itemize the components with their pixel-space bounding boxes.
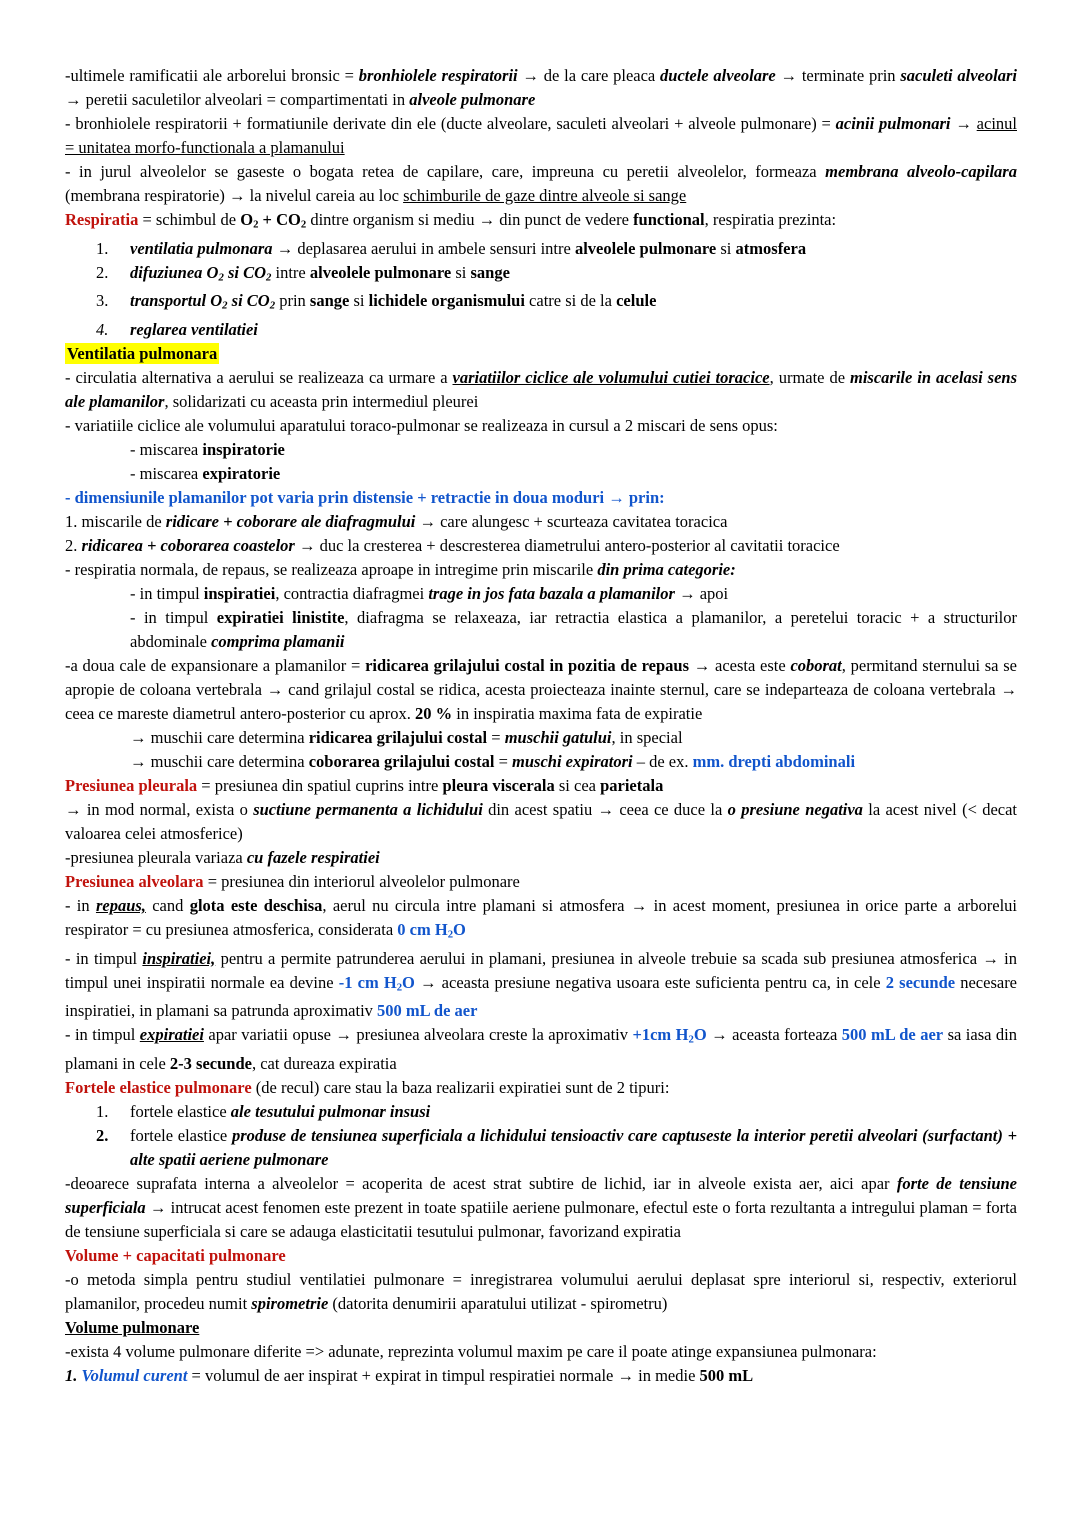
text-segment: (datorita denumirii aparatului utilizat - spirometru): [328, 1294, 668, 1314]
text-segment: O: [693, 1025, 707, 1045]
text-segment: transportul O: [130, 291, 223, 311]
paragraph: [130, 606, 1017, 654]
text-segment: (de recul) care stau la baza realizarii expiratiei sunt de 2 tipuri:: [251, 1078, 670, 1098]
text-segment: alveolele pulmonare: [309, 262, 452, 282]
paragraph: [130, 726, 1017, 750]
text-segment: si CO: [223, 262, 267, 282]
text-segment: - circulatia alternativa a aerului se realizeaza ca urmare a: [65, 368, 453, 388]
text-segment: suctiune permanenta a lichidului: [253, 800, 483, 820]
text-segment: - in jurul alveolelor se gaseste o bogata retea de capilare, care, impreuna cu peretii alveolelor, formeaza: [65, 162, 826, 181]
text-segment: Presiunea alveolara: [65, 872, 204, 892]
text-segment: si cea: [554, 776, 601, 796]
text-segment: → terminate prin: [775, 66, 901, 85]
paragraph: [96, 1100, 1017, 1124]
text-segment: functional: [633, 210, 705, 229]
text-segment: 0 cm H: [397, 920, 448, 940]
paragraph: [96, 237, 1017, 261]
text-segment: ridicarea grilajului costal: [308, 728, 488, 748]
text-segment: - miscarea: [130, 464, 203, 484]
text-segment: → muschii care determina: [130, 728, 309, 748]
text-segment: fortele elastice: [130, 1102, 231, 1122]
text-segment: 2: [396, 981, 403, 994]
text-segment: saculeti alveolari: [900, 66, 1017, 85]
text-segment: - miscarea: [130, 440, 203, 460]
text-segment: = schimbul de: [138, 210, 241, 229]
text-segment: sange: [470, 262, 510, 282]
text-segment: - respiratia normala, de repaus, se realizeaza aproape in intregime prin miscarile: [65, 560, 598, 580]
paragraph: [65, 1076, 1017, 1100]
paragraph: [65, 414, 1017, 438]
text-segment: 2: [266, 271, 272, 284]
text-segment: difuziunea O: [130, 262, 219, 282]
text-segment: 2: [300, 218, 307, 231]
text-segment: → duc la cresterea + descresterea diametrului antero-posterior al cavitatii toracice: [294, 536, 840, 556]
text-segment: din prima categorie:: [597, 560, 736, 580]
text-segment: → aceasta forteaza: [706, 1025, 842, 1045]
text-segment: - in timpul: [130, 584, 204, 604]
text-segment: apar variatii opuse → presiunea alveolara creste la aproximativ: [203, 1025, 633, 1045]
text-segment: coborat: [790, 656, 842, 676]
paragraph: [65, 947, 1017, 1024]
text-segment: Volume pulmonare: [65, 1318, 200, 1338]
text-segment: , permitand sternului sa se apropie de coloana vertebrala → cand grilajul costal se ridica, acesta proiecteaza inainte sternul, care se indeparteaza de coloana vertebrala → ceea ce mareste diametrul antero-posterior cu aprox.: [65, 656, 1017, 724]
text-segment: inspiratiei,: [142, 948, 216, 968]
text-segment: →: [950, 114, 977, 133]
text-segment: 2.: [65, 536, 82, 556]
text-segment: , solidarizati cu aceasta prin intermediul pleurei: [164, 392, 479, 412]
text-segment: - dimensiunile plamanilor pot varia prin distensie + retractie in doua moduri → prin:: [65, 488, 665, 508]
paragraph: [130, 750, 1017, 774]
text-segment: Respiratia: [65, 210, 139, 229]
paragraph: [65, 1023, 1017, 1076]
text-segment: 20 %: [415, 704, 453, 724]
text-segment: 2.: [96, 262, 109, 282]
text-segment: 1.: [96, 238, 109, 258]
text-segment: glota este deschisa: [189, 896, 323, 916]
text-segment: , diafragma se relaxeaza, iar retractia elastica a plamanilor, a peretelui toracic + a structurilor abdominale: [130, 608, 1017, 652]
text-segment: 2: [253, 218, 259, 231]
text-segment: variatiilor ciclice ale volumului cutiei toracice: [452, 368, 770, 388]
text-segment: = volumul de aer inspirat + expirat in timpul respiratiei normale → in medie: [187, 1366, 700, 1386]
text-segment: (membrana respiratorie) → la nivelul careia au loc: [65, 186, 404, 205]
text-segment: 1.: [65, 1366, 82, 1386]
text-segment: 1.: [96, 1102, 109, 1122]
text-segment: -o metoda simpla pentru studiul ventilatiei pulmonare = inregistrarea volumului aerului deplasat spre interiorul si, respectiv, exteriorul plamanilor, procedeu numit: [65, 1270, 1017, 1314]
text-segment: Volumul curent: [81, 1366, 188, 1386]
text-segment: necesare inspiratiei, in plamani sa patrunda aproximativ: [65, 972, 1018, 1021]
text-segment: - in: [65, 896, 96, 916]
text-segment: → aceasta presiune negativa usoara este suficienta pentru ca, in cele: [414, 972, 886, 992]
text-segment: = presiunea din spatiul cuprins intre: [197, 776, 443, 796]
text-segment: 2: [222, 300, 228, 313]
text-segment: 2: [688, 1034, 694, 1047]
text-segment: repaus,: [95, 896, 146, 916]
text-segment: 1. miscarile de: [65, 512, 166, 532]
paragraph: [65, 798, 1017, 846]
text-segment: sa iasa din plamani in cele: [65, 1025, 1017, 1074]
text-segment: prin: [275, 291, 310, 311]
text-segment: Ventilatia pulmonara: [67, 344, 218, 364]
text-segment: membrana alveolo-capilara: [825, 162, 1017, 181]
text-segment: trage in jos fata bazala a plamanilor: [428, 584, 675, 604]
text-segment: 3.: [96, 291, 109, 311]
text-segment: schimburile de gaze dintre alveole si sange: [403, 186, 687, 205]
text-segment: → apoi: [674, 584, 729, 604]
text-segment: muschi expiratori: [512, 752, 633, 772]
document-body: [65, 64, 1017, 1388]
text-segment: -ultimele ramificatii ale arborelui bronsic =: [65, 66, 359, 85]
text-segment: parietala: [600, 776, 664, 796]
text-segment: forte de tensiune superficiala: [65, 1174, 1017, 1218]
text-segment: 500 mL de aer: [841, 1025, 944, 1045]
text-segment: , urmate de: [769, 368, 850, 388]
text-segment: bronhiolele respiratorii: [358, 66, 518, 85]
paragraph: [65, 208, 1017, 237]
text-segment: , aerul nu circula intre plamani si atmosfera → in acest moment, presiunea in orice parte a arborelui respirator = cu presiunea atmosferica, considerata: [65, 896, 1017, 940]
text-segment: - in timpul: [65, 1025, 140, 1045]
paragraph: [65, 1364, 1017, 1388]
text-segment: → muschii care determina: [130, 752, 309, 772]
text-segment: si CO: [227, 291, 270, 311]
paragraph: [96, 289, 1017, 318]
text-segment: – de ex.: [632, 752, 693, 772]
text-segment: produse de tensiunea superficiala a lichidului tensioactiv care captuseste la interior peretii alveolari (surfactant) + alte spatii aeriene pulmonare: [130, 1126, 1017, 1170]
text-segment: mm. drepti abdominali: [692, 752, 856, 772]
text-segment: ridicarea grilajului costal in pozitia de repaus: [365, 656, 690, 676]
text-segment: miscarile in acelasi sens ale plamanilor: [65, 368, 1017, 412]
text-segment: si: [716, 238, 736, 258]
paragraph: [65, 1316, 1017, 1340]
text-segment: muschii gatului: [504, 728, 612, 748]
paragraph: [65, 160, 1017, 208]
text-segment: → in mod normal, exista o: [65, 800, 254, 820]
text-segment: acinii pulmonari: [835, 114, 951, 133]
text-segment: intre: [271, 262, 310, 282]
text-segment: coborarea grilajului costal: [308, 752, 495, 772]
text-segment: +1cm H: [632, 1025, 689, 1045]
text-segment: 2: [269, 300, 276, 313]
paragraph: [96, 261, 1017, 290]
paragraph: [96, 1124, 1017, 1172]
text-segment: → de la care pleaca: [517, 66, 661, 85]
text-segment: in inspiratia maxima fata de expiratie: [452, 704, 703, 724]
paragraph: [65, 366, 1017, 414]
text-segment: fortele elastice: [130, 1126, 232, 1146]
text-segment: ale tesutului pulmonar insusi: [230, 1102, 431, 1122]
paragraph: [130, 582, 1017, 606]
text-segment: celule: [616, 291, 657, 311]
text-segment: O: [240, 210, 254, 229]
text-segment: reglarea ventilatiei: [130, 320, 258, 340]
text-segment: 2 secunde: [885, 972, 956, 992]
text-segment: + CO: [258, 210, 301, 229]
text-segment: → peretii saculetilor alveolari = compartimentati in: [65, 90, 410, 109]
paragraph: [65, 112, 1017, 160]
paragraph: [65, 1172, 1017, 1244]
text-segment: -a doua cale de expansionare a plamanilor =: [65, 656, 366, 676]
text-segment: 2: [218, 271, 224, 284]
text-segment: expiratorie: [202, 464, 281, 484]
text-segment: acinul = unitatea morfo-functionala a plamanului: [65, 114, 1017, 157]
paragraph: [130, 462, 1017, 486]
text-segment: expiratiei linistite: [216, 608, 345, 628]
text-segment: = presiunea din interiorul alveolelor pulmonare: [203, 872, 520, 892]
text-segment: =: [487, 728, 505, 748]
text-segment: pentru a permite patrunderea aerului in plamani, presiunea in alveole trebuie sa scada sub presiunea atmosferica → in timpul unei inspiratii normale ea devine: [65, 948, 1017, 992]
text-segment: si: [349, 291, 369, 311]
text-segment: la acest nivel (< decat valoarea celei atmosferice): [65, 800, 1018, 844]
text-segment: dintre organism si mediu → din punct de vedere: [306, 210, 634, 229]
text-segment: 500 mL: [699, 1366, 754, 1386]
text-segment: o presiune negativa: [727, 800, 863, 820]
text-segment: - in timpul: [130, 608, 217, 628]
text-segment: alveolele pulmonare: [574, 238, 717, 258]
text-segment: si: [451, 262, 471, 282]
text-segment: pleura viscerala: [442, 776, 555, 796]
paragraph: [65, 846, 1017, 870]
text-segment: 500 mL de aer: [377, 1001, 478, 1021]
text-segment: =: [494, 752, 513, 772]
text-segment: O: [453, 920, 466, 940]
text-segment: -1 cm H: [338, 972, 397, 992]
text-segment: Volume + capacitati pulmonare: [65, 1246, 286, 1266]
paragraph: [65, 774, 1017, 798]
text-segment: ventilatia pulmonara: [130, 238, 273, 258]
text-segment: → acesta este: [689, 656, 791, 676]
text-segment: - in timpul: [65, 948, 143, 968]
text-segment: din acest spatiu → ceea ce duce la: [482, 800, 728, 820]
paragraph: [65, 894, 1017, 947]
paragraph: [65, 342, 1017, 366]
text-segment: , contractia diafragmei: [275, 584, 429, 604]
text-segment: -presiunea pleurala variaza: [65, 848, 247, 868]
paragraph: [65, 510, 1017, 534]
text-segment: → intrucat acest fenomen este prezent in toate spatiile aeriene pulmonare, efectul este o forta rezultanta a intregului plaman = forta de tensiune superficiala si care se adauga elasticitatii tesutului pulmonar, favorizand expiratia: [65, 1198, 1017, 1242]
text-segment: sange: [309, 291, 350, 311]
paragraph: [65, 1268, 1017, 1316]
paragraph: [65, 870, 1017, 894]
text-segment: comprima plamanii: [211, 632, 345, 652]
text-segment: O: [402, 972, 415, 992]
text-segment: → care alungesc + scurteaza cavitatea toracica: [415, 512, 728, 532]
paragraph: [65, 1340, 1017, 1364]
text-segment: ridicarea + coborarea coastelor: [81, 536, 295, 556]
text-segment: lichidele organismului: [368, 291, 525, 311]
text-segment: ductele alveolare: [660, 66, 776, 85]
text-segment: inspiratorie: [202, 440, 285, 460]
text-segment: Fortele elastice pulmonare: [65, 1078, 252, 1098]
text-segment: alveole pulmonare: [409, 90, 536, 109]
text-segment: 2.: [96, 1126, 109, 1146]
text-segment: -deoarece suprafata interna a alveolelor = acoperita de acest strat subtire de lichid, iar in alveole exista aer, aici apar: [65, 1174, 897, 1194]
text-segment: -exista 4 volume pulmonare diferite => adunate, reprezinta volumul maxim pe care il poate atinge expansiunea pulmonara:: [65, 1342, 877, 1362]
text-segment: expiratiei: [139, 1025, 204, 1045]
text-segment: 2: [447, 928, 454, 941]
text-segment: cu fazele respiratiei: [246, 848, 380, 868]
text-segment: → deplasarea aerului in ambele sensuri intre: [272, 238, 575, 258]
text-segment: ridicare + coborare ale diafragmului: [165, 512, 416, 532]
text-segment: 2-3 secunde: [169, 1054, 252, 1074]
text-segment: Presiunea pleurala: [65, 776, 198, 796]
paragraph: [65, 1244, 1017, 1268]
text-segment: - variatiile ciclice ale volumului aparatului toraco-pulmonar se realizeaza in cursul a 2 miscari de sens opus:: [65, 416, 778, 436]
text-segment: , in special: [611, 728, 683, 748]
paragraph: [65, 64, 1017, 112]
text-segment: catre si de la: [524, 291, 617, 311]
text-segment: - bronhiolele respiratorii + formatiunile derivate din ele (ducte alveolare, saculeti alveolari + alveole pulmonare) =: [65, 114, 836, 133]
text-segment: , respiratia prezinta:: [704, 210, 837, 229]
text-segment: cand: [145, 896, 190, 916]
paragraph: [65, 558, 1017, 582]
paragraph: [65, 486, 1017, 510]
text-segment: 4.: [96, 320, 109, 340]
paragraph: [65, 654, 1017, 726]
text-segment: , cat dureaza expiratia: [251, 1054, 397, 1074]
paragraph: [130, 438, 1017, 462]
text-segment: spirometrie: [251, 1294, 329, 1314]
paragraph: [96, 318, 1017, 342]
text-segment: inspiratiei: [203, 584, 276, 604]
text-segment: atmosfera: [735, 238, 807, 258]
paragraph: [65, 534, 1017, 558]
